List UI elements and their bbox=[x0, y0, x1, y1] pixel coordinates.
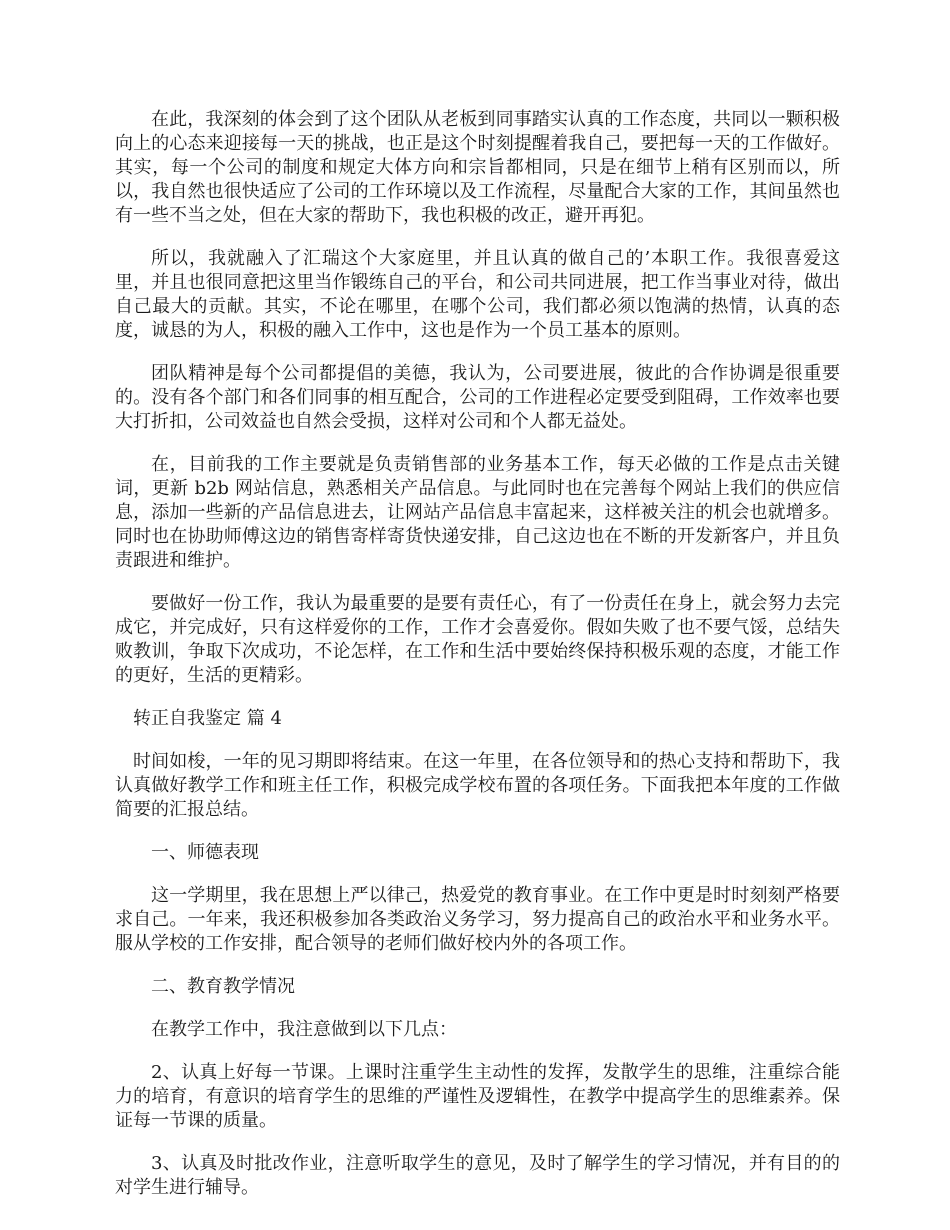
paragraph-lesson-quality: 2、认真上好每一节课。上课时注重学生主动性的发挥，发散学生的思维，注重综合能力的培育，有意识的培育学生的思维的严谨性及逻辑性，在教学中提高学生的思维素养。保证每一节课的质量。 bbox=[115, 1062, 840, 1131]
section-title: 转正自我鉴定 篇 4 bbox=[133, 708, 282, 729]
paragraph-team-spirit: 团队精神是每个公司都提倡的美德，我认为，公司要进展，彼此的合作协调是很重要的。没有各个部门和各们同事的相互配合，公司的工作进程必定要受到阻碍，工作效率也要大打折扣，公司效益也自然会受损，这样对公司和个人都无益处。 bbox=[115, 363, 840, 432]
paragraph-current-work: 在，目前我的工作主要就是负责销售部的业务基本工作，每天必做的工作是点击关键词，更新 b2b 网站信息，熟悉相关产品信息。与此同时也在完善每个网站上我们的供应信息，添加一些新的产品信息进去，让网站产品信息丰富起来，这样被关注的机会也就增多。同时也在协助师傅这边的销售寄样寄货快递安排，自己这边也在不断的开发新客户，并且负责跟进和维护。 bbox=[115, 454, 840, 571]
heading-teaching: 二、教育教学情况 bbox=[151, 976, 295, 997]
paragraph-join-family: 所以，我就融入了汇瑞这个大家庭里，并且认真的做自己的’本职工作。我很喜爱这里，并且也很同意把这里当作锻练自己的平台，和公司共同进展，把工作当事业对待，做出自己最大的贡献。其实，不论在哪里，在哪个公司，我们都必须以饱满的热情，认真的态度，诚恳的为人，积极的融入工作中，这也是作为一个员工基本的原则。 bbox=[115, 248, 840, 341]
heading-ethics: 一、师德表现 bbox=[151, 842, 259, 863]
paragraph-responsibility: 要做好一份工作，我认为最重要的是要有责任心，有了一份责任在身上，就会努力去完成它，并完成好，只有这样爱你的工作，工作才会喜爱你。假如失败了也不要气馁，总结失败教训，争取下次成功，不论怎样，在工作和生活中要始终保持积极乐观的态度，才能工作的更好，生活的更精彩。 bbox=[115, 593, 840, 686]
paragraph-intro: 时间如梭，一年的见习期即将结束。在这一年里，在各位领导和的热心支持和帮助下，我认真做好教学工作和班主任工作，积极完成学校布置的各项任务。下面我把本年度的工作做简要的汇报总结。 bbox=[115, 751, 840, 820]
paragraph-teaching-points: 在教学工作中，我注意做到以下几点： bbox=[151, 1019, 457, 1040]
paragraph-team-attitude: 在此，我深刻的体会到了这个团队从老板到同事踏实认真的工作态度，共同以一颗积极向上的心态来迎接每一天的挑战，也正是这个时刻提醒着我自己，要把每一天的工作做好。其实，每一个公司的制度和规定大体方向和宗旨都相同，只是在细节上稍有区别而以，所以，我自然也很快适应了公司的工作环境以及工作流程，尽量配合大家的工作，其间虽然也有一些不当之处，但在大家的帮助下，我也积极的改正，避开再犯。 bbox=[115, 109, 840, 226]
paragraph-ethics: 这一学期里，我在思想上严以律己，热爱党的教育事业。在工作中更是时时刻刻严格要求自己。一年来，我还积极参加各类政治义务学习，努力提高自己的政治水平和业务水平。服从学校的工作安排，配合领导的老师们做好校内外的各项工作。 bbox=[115, 885, 840, 954]
paragraph-homework: 3、认真及时批改作业，注意听取学生的意见，及时了解学生的学习情况，并有目的的对学生进行辅导。 bbox=[115, 1153, 840, 1198]
